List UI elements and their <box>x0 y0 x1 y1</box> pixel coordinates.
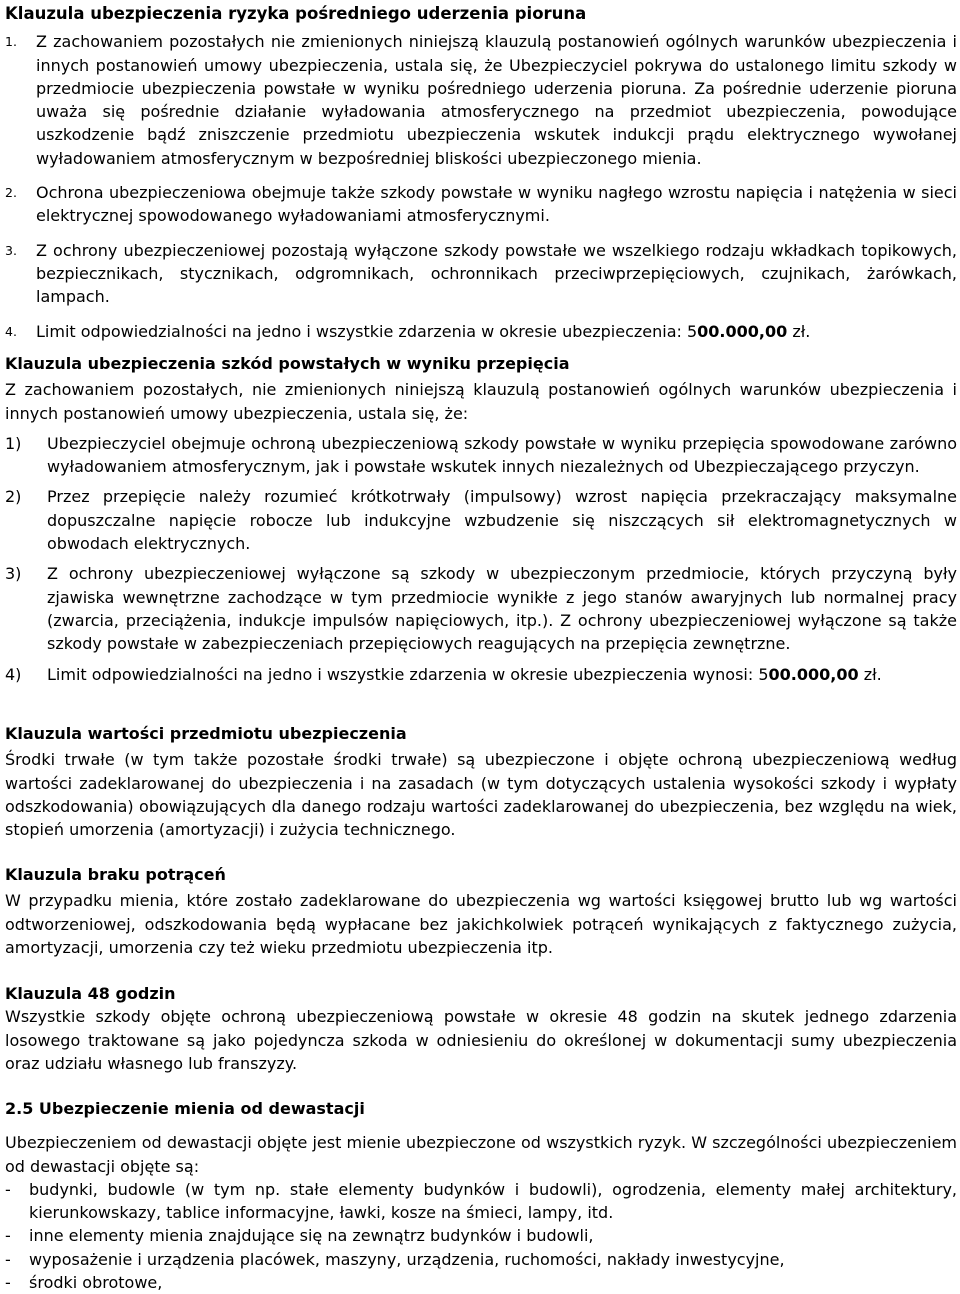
list-item: 1. Z zachowaniem pozostałych nie zmienionych niniejszą klauzulą postanowień ogólnych warunków ubezpieczenia i innych postanowień umowy ubezpieczenia, ustala się, że Ubezpieczyciel pokrywa do ustalonego limitu szkody w przedmiocie ubezpieczenia powstałe w wyniku pośredniego uderzenia pioruna. Za pośrednie uderzenie pioruna uważa się pośrednie działanie wyładowania atmosferycznego na przedmiot ubezpieczenia, powodujące uszkodzenie bądź zniszczenie przedmiotu ubezpieczenia wskutek indukcji prądu elektrycznego wywołanej wyładowaniem atmosferycznym w bezpośredniej bliskości ubezpieczonego mienia. <box>5 32 957 168</box>
clause-no-deductions-text: W przypadku mienia, które zostało zadeklarowane do ubezpieczenia wg wartości księgowej brutto lub wg wartości odtworzeniowej, odszkodowania będą wypłacane bez jakichkolwiek potrąceń wynikających z faktycznego zużycia, amortyzacji, umorzenia czy też wieku przedmiotu ubezpieczenia itp. <box>5 891 957 957</box>
clause-48h-text: Wszystkie szkody objęte ochroną ubezpieczeniową powstałe w okresie 48 godzin na skutek jednego zdarzenia losowego traktowane są jako pojedyncza szkoda w odniesieniu do określonej w dokumentacji sumy ubezpieczenia oraz udziału własnego lub franszyzy. <box>5 1007 957 1073</box>
clause-overvoltage <box>5 352 957 686</box>
list-item: - budynki, budowle (w tym np. stałe elementy budynków i budowli), ogrodzenia, elementy małej architektury, kierunkowskazy, tablice informacyjne, ławki, kosze na śmieci, lampy, itd. <box>5 1179 957 1223</box>
list-item: - wyposażenie i urządzenia placówek, maszyny, urządzenia, ruchomości, nakłady inwestycyjne, <box>5 1249 785 1269</box>
clause-no-deductions <box>5 863 957 959</box>
clause-lightning-list <box>5 30 957 343</box>
list-item: 2) Przez przepięcie należy rozumieć krótkotrwały (impulsowy) wzrost napięcia przekraczający maksymalne dopuszczalne napięcie robocze lub indukcyjne wzbudzenie się niszczących sił elektromagnetycznych w obwodach elektrycznych. <box>5 487 957 554</box>
clause-value-text: Środki trwałe (w tym także pozostałe środki trwałe) są ubezpieczone i objęte ochroną ubezpieczeniową według wartości zadeklarowanej do ubezpieczenia i na zasadach (w tym dotyczących ustalenia wysokości szkody i wypłaty odszkodowania) obowiązujących dla danego rodzaju wartości zadeklarowanej do ubezpieczenia, bez względu na wiek, stopień umorzenia (amortyzacji) i zużycia technicznego. <box>5 750 957 840</box>
clause-value-title: Klauzula wartości przedmiotu ubezpieczenia <box>5 724 407 743</box>
clause-no-deductions-title: Klauzula braku potrąceń <box>5 865 226 884</box>
list-item: 4. Limit odpowiedzialności na jedno i wszystkie zdarzenia w okresie ubezpieczenia: 500.000,00 zł. <box>5 321 811 341</box>
section-vandalism-list <box>5 1178 957 1294</box>
list-item: 3) Z ochrony ubezpieczeniowej wyłączone są szkody w ubezpieczonym przedmiocie, których przyczyną były zjawiska wewnętrzne zachodzące w tym przedmiocie wynikłe z jego stanów awaryjnych lub normalnej pracy (zwarcia, przeciążenia, indukcje impulsów napięciowych, itp.). Z ochrony ubezpieczeniowej wyłączone są także szkody powstałe w zabezpieczeniach przepięciowych reagujących na przepięcia zewnętrzne. <box>5 564 957 654</box>
clause-48h-title: Klauzula 48 godzin <box>5 984 176 1003</box>
clause-overvoltage-title: Klauzula ubezpieczenia szkód powstałych w wyniku przepięcia <box>5 354 570 373</box>
list-item: 3. Z ochrony ubezpieczeniowej pozostają wyłączone szkody powstałe we wszelkiego rodzaju wkładkach topikowych, bezpiecznikach, stycznikach, odgromnikach, ochronnikach przeciwprzepięciowych, czujnikach, żarówkach, lampach. <box>5 240 957 307</box>
list-item: - środki obrotowe, <box>5 1273 163 1293</box>
section-vandalism-title: 2.5 Ubezpieczenie mienia od dewastacji <box>5 1099 365 1118</box>
clause-overvoltage-intro: Z zachowaniem pozostałych, nie zmienionych niniejszą klauzulą postanowień ogólnych warunków ubezpieczenia i innych postanowień umowy ubezpieczenia, ustala się, że: <box>5 380 957 423</box>
list-item: 2. Ochrona ubezpieczeniowa obejmuje także szkody powstałe w wyniku nagłego wzrostu napięcia i natężenia w sieci elektrycznej spowodowanego wyładowaniami atmosferycznymi. <box>5 183 957 226</box>
clause-lightning <box>5 2 957 343</box>
clause-value <box>5 722 957 841</box>
clause-lightning-title: Klauzula ubezpieczenia ryzyka pośredniego uderzenia pioruna <box>5 4 587 23</box>
section-vandalism-intro: Ubezpieczeniem od dewastacji objęte jest mienie ubezpieczone od wszystkich ryzyk. W szczególności ubezpieczeniem od dewastacji objęte są: <box>5 1133 957 1176</box>
list-item: 4) Limit odpowiedzialności na jedno i wszystkie zdarzenia w okresie ubezpieczenia wynosi: 500.000,00 zł. <box>5 664 882 684</box>
clause-overvoltage-list <box>5 432 957 686</box>
list-item: 1) Ubezpieczyciel obejmuje ochroną ubezpieczeniową szkody powstałe w wyniku przepięcia spowodowane zarówno wyładowaniem atmosferycznym, jak i powstałe wskutek innych niezależnych od Ubezpieczającego przyczyn. <box>5 433 957 477</box>
clause-48h <box>5 982 957 1075</box>
list-item: - inne elementy mienia znajdujące się na zewnątrz budynków i budowli, <box>5 1226 594 1246</box>
section-vandalism <box>5 1097 957 1294</box>
